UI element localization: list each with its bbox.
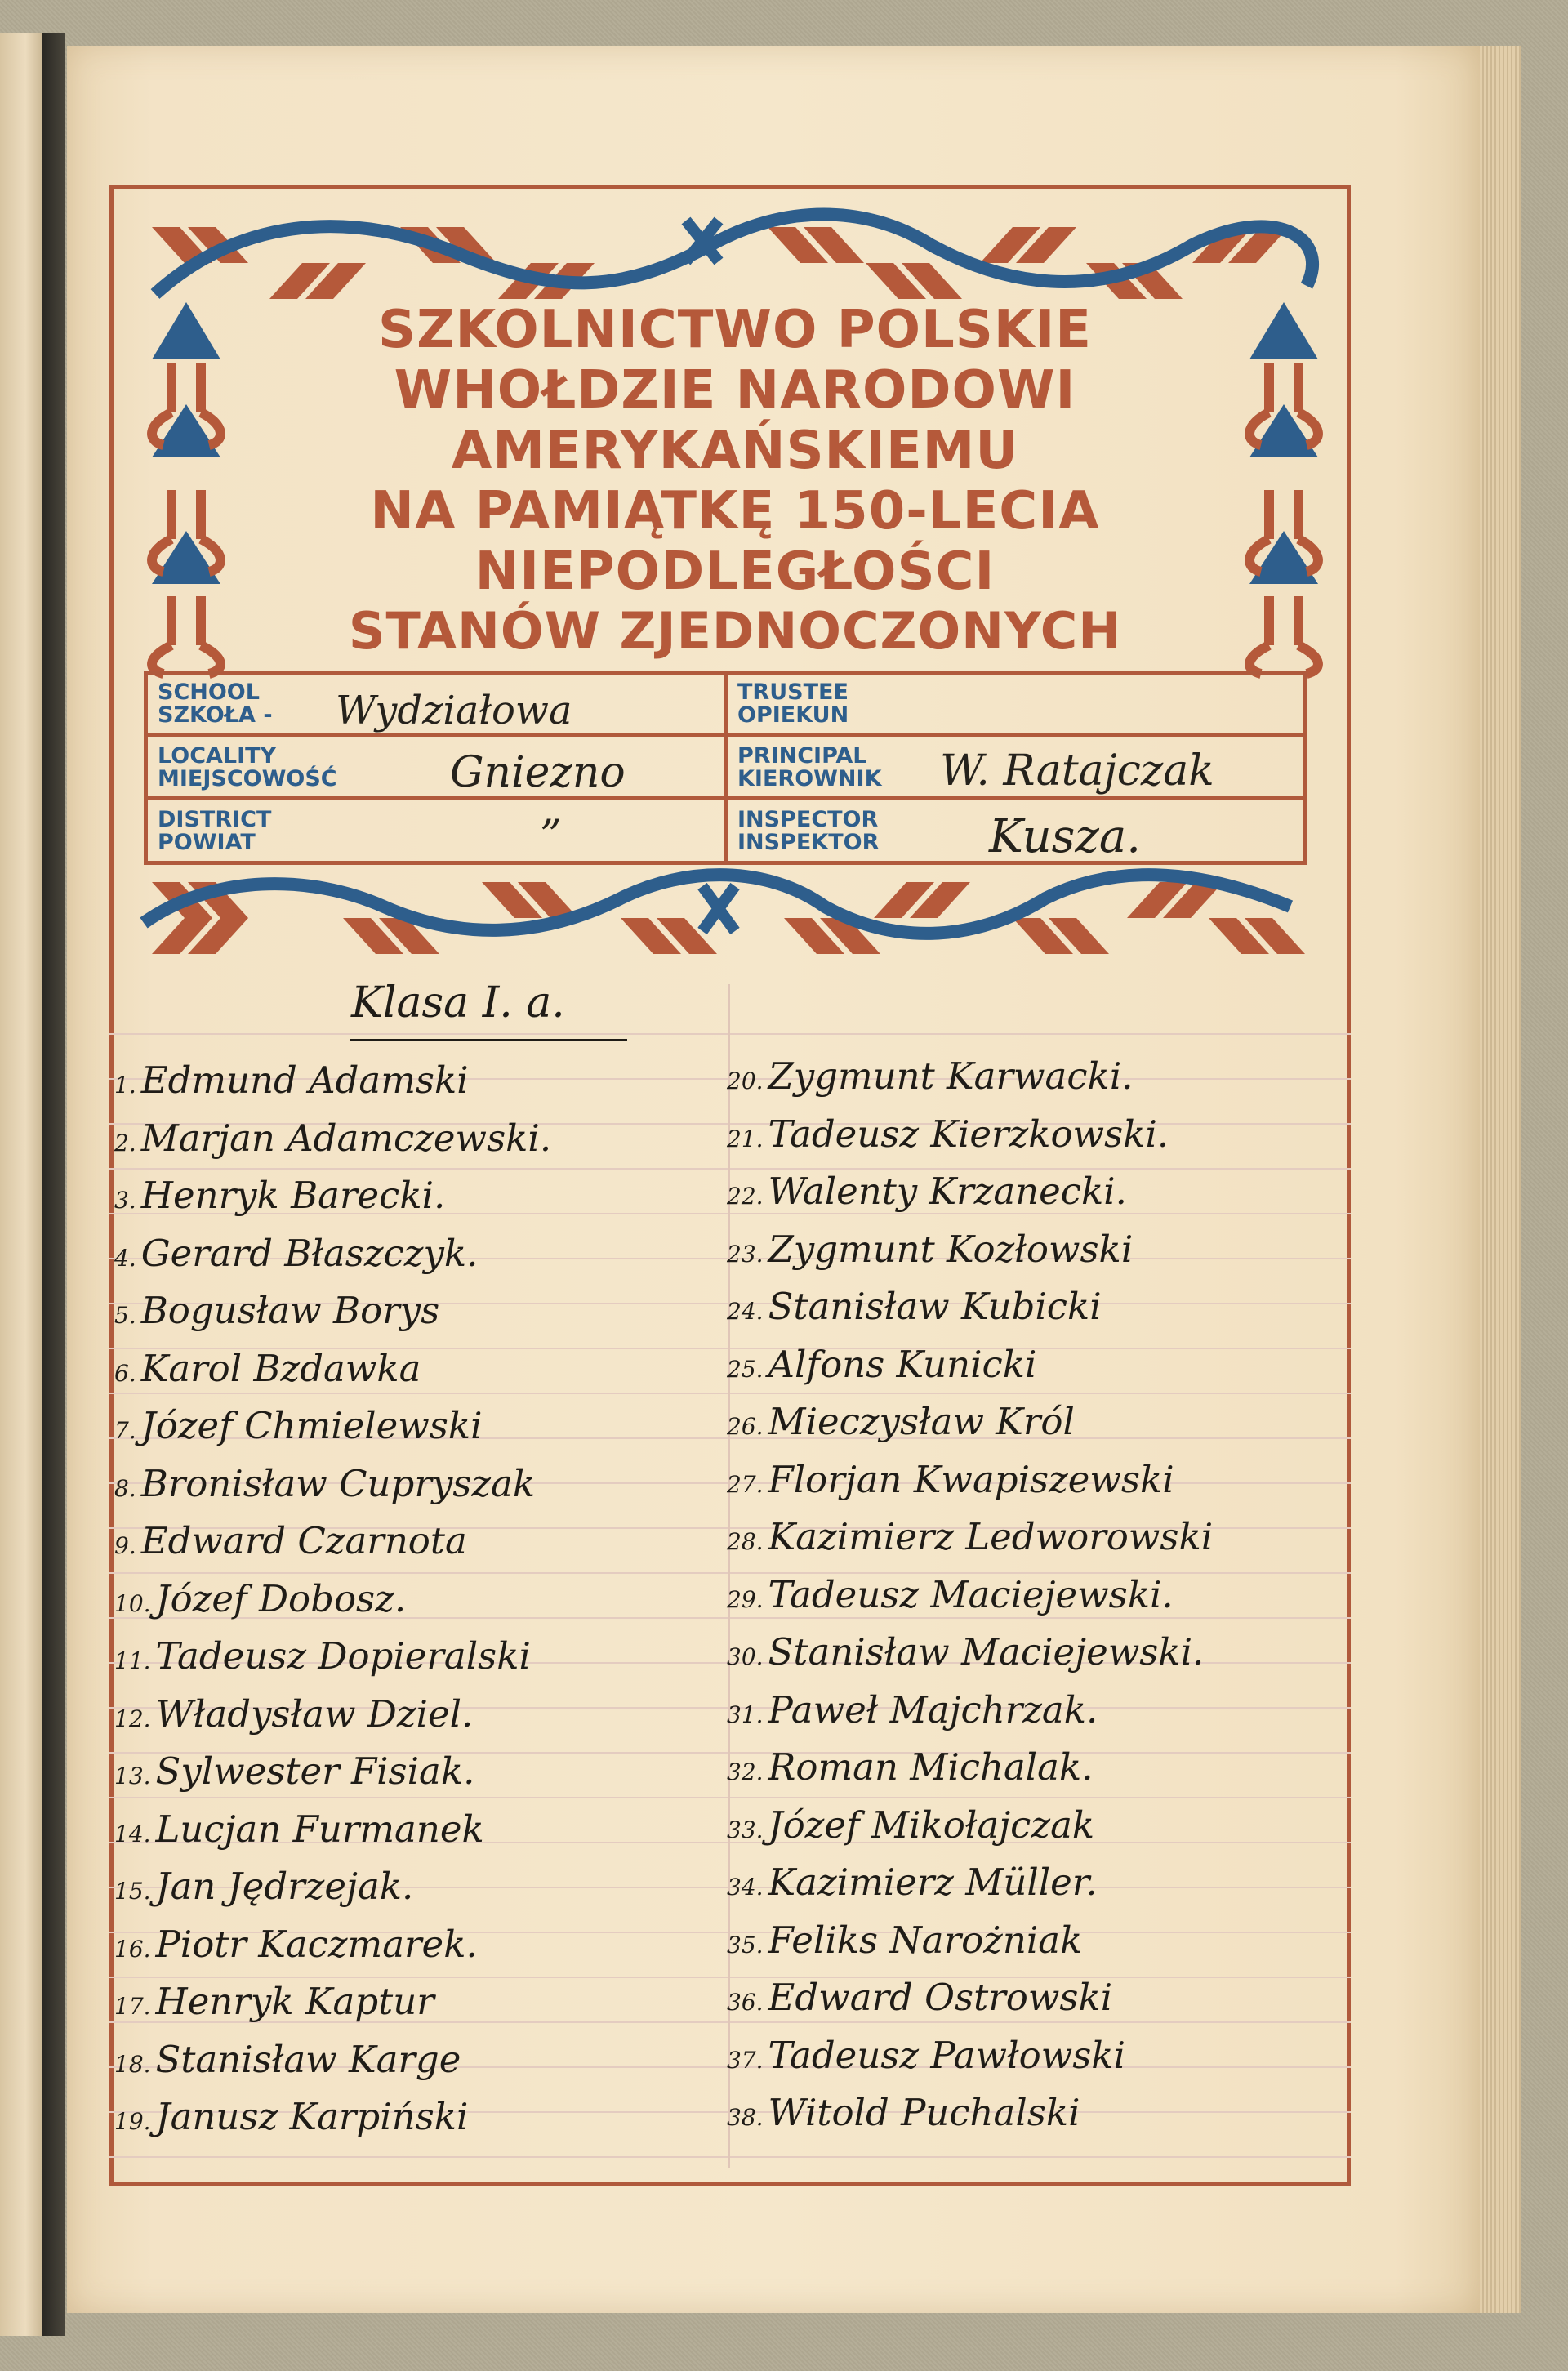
principal-label-pl: KIEROWNIK [737, 766, 882, 791]
student-number: 11. [114, 1647, 151, 1674]
student-entry [114, 1691, 474, 1736]
student-name: Lucjan Furmanek [155, 1807, 484, 1851]
inspector-label-pl: INSPEKTOR [737, 830, 880, 855]
student-name: Piotr Kaczmarek. [155, 1922, 478, 1966]
ruled-line [109, 1168, 1351, 1170]
student-name: Henryk Kaptur [155, 1980, 434, 2023]
student-number: 27. [727, 1470, 764, 1498]
school-value: Wydziałowa [336, 688, 572, 733]
student-name: Bogusław Borys [140, 1289, 440, 1332]
student-entry [114, 1231, 479, 1275]
student-name: Edward Ostrowski [768, 1976, 1113, 2019]
student-entry [727, 1285, 1102, 1328]
student-number: 2. [114, 1129, 136, 1157]
student-name: Jan Jędrzejak. [155, 1865, 414, 1908]
student-entry [114, 1404, 483, 1447]
student-entry [727, 1630, 1205, 1674]
student-entry [114, 1922, 478, 1966]
school-label-pl: SZKOŁA - [158, 702, 273, 728]
student-number: 34. [727, 1874, 764, 1901]
student-entry [114, 1461, 536, 1505]
district-label-pl: POWIAT [158, 830, 256, 855]
student-entry [727, 1976, 1113, 2019]
student-number: 17. [114, 1993, 151, 2020]
title-line-3: AMERYKAŃSKIEMU [451, 421, 1019, 481]
student-number: 33. [727, 1816, 764, 1843]
student-entry [114, 1807, 484, 1851]
student-entry [727, 1170, 1127, 1213]
principal-value: W. Ratajczak [940, 747, 1214, 796]
locality-label-en: LOCALITY [158, 743, 277, 769]
student-entry [114, 1980, 434, 2023]
student-number: 30. [727, 1643, 764, 1670]
student-entry [114, 1346, 421, 1390]
student-entry [114, 1519, 467, 1562]
title-line-4: NA PAMIĄTKĘ 150-LECIA [370, 481, 1100, 541]
trustee-label-en: TRUSTEE [737, 680, 849, 705]
student-name: Roman Michalak. [768, 1745, 1094, 1789]
student-name: Sylwester Fisiak. [155, 1749, 475, 1793]
student-number: 26. [727, 1413, 764, 1440]
student-number: 18. [114, 2050, 151, 2078]
student-entry [114, 1634, 531, 1678]
student-name: Kazimierz Müller. [768, 1861, 1098, 1904]
student-number: 31. [727, 1700, 764, 1728]
student-entry [727, 1400, 1075, 1443]
student-name: Edmund Adamski [140, 1058, 469, 1102]
student-name: Józef Chmielewski [140, 1404, 483, 1447]
student-entry [114, 1116, 552, 1160]
principal-label-en: PRINCIPAL [737, 743, 867, 769]
student-number: 8. [114, 1474, 136, 1502]
student-number: 7. [114, 1417, 136, 1444]
student-entry [727, 1918, 1083, 1962]
student-name: Kazimierz Ledworowski [768, 1515, 1214, 1558]
student-name: Tadeusz Maciejewski. [768, 1572, 1174, 1616]
title-line-2: WHOŁDZIE NARODOWI [394, 360, 1076, 421]
student-number: 24. [727, 1298, 764, 1325]
ruled-line [109, 2156, 1351, 2158]
student-entry [114, 1749, 475, 1793]
student-name: Zygmunt Kozłowski [768, 1227, 1134, 1271]
student-entry [114, 1289, 440, 1332]
student-name: Karol Bzdawka [140, 1346, 421, 1390]
district-value: ” [540, 812, 562, 861]
student-number: 10. [114, 1589, 151, 1617]
student-name: Janusz Karpiński [155, 2095, 469, 2138]
student-name: Walenty Krzanecki. [768, 1170, 1127, 1213]
student-entry [727, 1515, 1214, 1558]
student-number: 25. [727, 1355, 764, 1383]
ruled-line [109, 1977, 1351, 1978]
student-entry [727, 1342, 1037, 1386]
student-entry [727, 2033, 1125, 2077]
student-entry [114, 1865, 414, 1908]
student-entry [727, 1112, 1169, 1156]
student-name: Zygmunt Karwacki. [768, 1054, 1134, 1098]
student-name: Tadeusz Kierzkowski. [768, 1112, 1169, 1156]
student-number: 14. [114, 1820, 151, 1847]
ruled-line [109, 1393, 1351, 1394]
student-name: Władysław Dziel. [155, 1691, 474, 1736]
student-entry [727, 1457, 1174, 1501]
student-name: Paweł Majchrzak. [768, 1687, 1098, 1731]
student-entry [727, 1054, 1134, 1098]
locality-value: Gniezno [450, 748, 626, 797]
student-name: Stanisław Maciejewski. [768, 1630, 1205, 1674]
inspector-label-en: INSPECTOR [737, 807, 879, 832]
title-line-1: SZKOLNICTWO POLSKIE [378, 300, 1092, 360]
student-name: Józef Dobosz. [155, 1576, 407, 1620]
student-number: 13. [114, 1763, 151, 1789]
student-entry [114, 1058, 469, 1102]
student-entry [727, 2091, 1080, 2134]
student-number: 32. [727, 1758, 764, 1785]
student-number: 21. [727, 1125, 764, 1152]
student-number: 38. [727, 2104, 764, 2131]
student-number: 36. [727, 1989, 764, 2016]
district-label-en: DISTRICT [158, 807, 272, 832]
student-name: Stanisław Karge [155, 2037, 461, 2081]
student-number: 16. [114, 1935, 151, 1963]
student-number: 12. [114, 1705, 151, 1732]
student-entry [727, 1227, 1134, 1271]
student-entry [727, 1572, 1174, 1616]
title-line-5: NIEPODLEGŁOŚCI [474, 541, 996, 602]
ruled-line [109, 1033, 1351, 1035]
student-name: Edward Czarnota [140, 1519, 467, 1562]
student-name: Feliks Narożniak [768, 1918, 1083, 1962]
school-label-en: SCHOOL [158, 680, 260, 705]
student-entry [114, 2037, 461, 2081]
student-number: 15. [114, 1878, 151, 1905]
student-name: Tadeusz Dopieralski [155, 1634, 531, 1678]
student-name: Alfons Kunicki [768, 1342, 1037, 1386]
student-number: 22. [727, 1183, 764, 1210]
student-number: 29. [727, 1585, 764, 1613]
student-number: 1. [114, 1072, 136, 1099]
student-number: 35. [727, 1931, 764, 1959]
student-number: 19. [114, 2108, 151, 2135]
student-name: Witold Puchalski [768, 2091, 1080, 2134]
ruled-line [109, 1797, 1351, 1798]
student-number: 28. [727, 1528, 764, 1555]
student-entry [114, 2095, 469, 2138]
school-info-table [144, 671, 1307, 865]
student-number: 4. [114, 1244, 136, 1272]
student-entry [727, 1745, 1094, 1789]
class-title: Klasa I. a. [351, 978, 565, 1027]
student-number: 5. [114, 1302, 136, 1329]
student-number: 9. [114, 1532, 136, 1559]
student-name: Tadeusz Pawłowski [768, 2033, 1125, 2077]
student-name: Stanisław Kubicki [768, 1285, 1102, 1328]
student-name: Bronisław Cupryszak [140, 1461, 536, 1505]
student-number: 3. [114, 1187, 136, 1214]
student-entry [114, 1174, 446, 1217]
student-name: Marjan Adamczewski. [140, 1116, 552, 1160]
student-entry [727, 1803, 1095, 1847]
student-entry [727, 1687, 1098, 1731]
student-name: Mieczysław Król [768, 1400, 1075, 1443]
student-name: Józef Mikołajczak [768, 1803, 1095, 1847]
student-name: Florjan Kwapiszewski [768, 1457, 1174, 1501]
class-title-underline [350, 1039, 627, 1041]
locality-label-pl: MIEJSCOWOŚĆ [158, 766, 337, 791]
student-name: Gerard Błaszczyk. [140, 1231, 479, 1275]
student-number: 6. [114, 1359, 136, 1387]
title-line-6: STANÓW ZJEDNOCZONYCH [348, 601, 1122, 661]
student-number: 23. [727, 1240, 764, 1268]
student-name: Henryk Barecki. [140, 1174, 446, 1217]
student-number: 37. [727, 2046, 764, 2074]
student-entry [727, 1861, 1098, 1904]
student-entry [114, 1576, 407, 1620]
trustee-label-pl: OPIEKUN [737, 702, 849, 728]
inspector-value: Kusza. [989, 810, 1142, 863]
student-number: 20. [727, 1067, 764, 1094]
